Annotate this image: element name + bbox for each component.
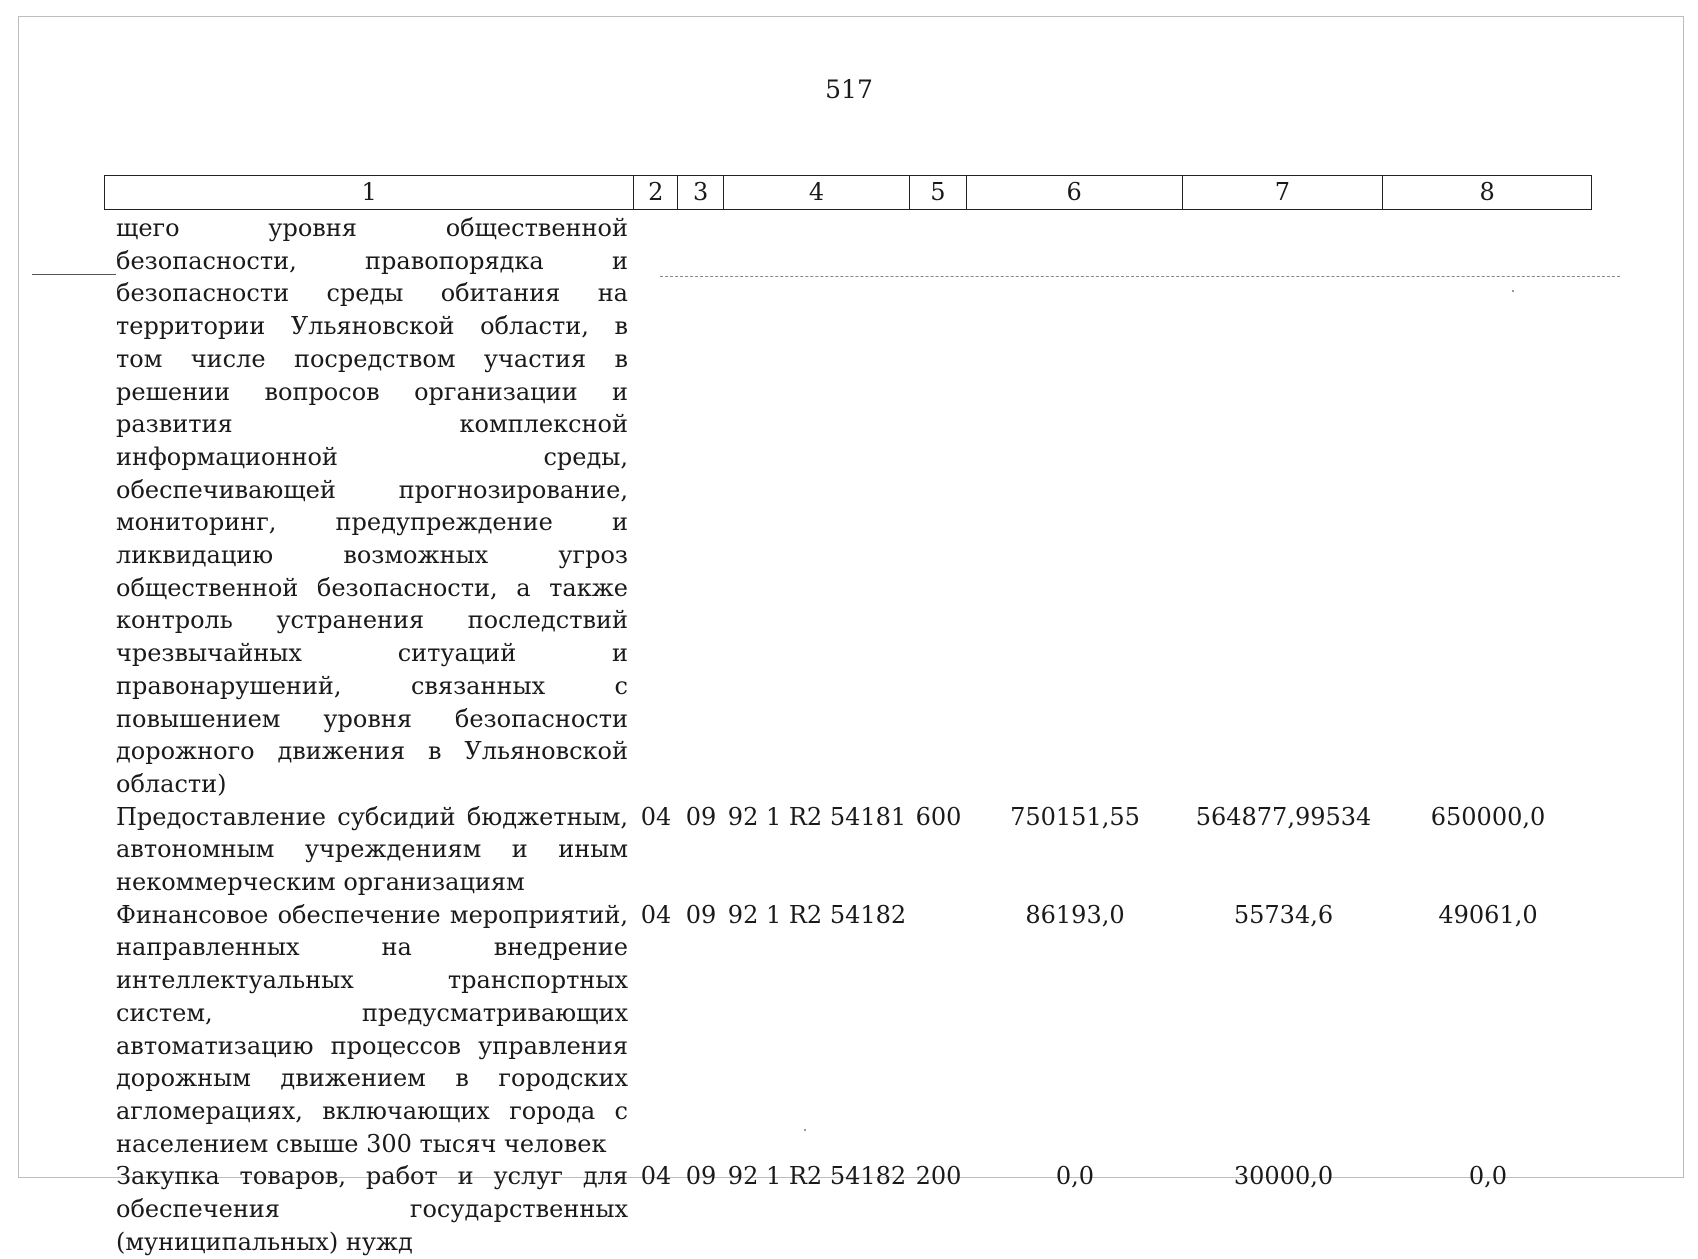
row-amount-7: 30000,0: [1233, 1162, 1334, 1191]
row-subsection: 09: [685, 1162, 717, 1191]
table-row: [104, 212, 1592, 801]
row-expense-type: 200: [915, 1162, 962, 1191]
row-amount-6: 86193,0: [1025, 900, 1125, 929]
row-target-article: 92 1 R2 54182: [727, 1162, 907, 1191]
header-col-1: 1: [105, 176, 634, 209]
header-col-5: 5: [910, 176, 967, 209]
row-amount-6: 750151,55: [1010, 802, 1140, 831]
table-header-row: [104, 175, 1592, 210]
row-amount-8: 49061,0: [1438, 900, 1538, 929]
row-amount-8: 650000,0: [1430, 802, 1546, 831]
table-row: [104, 899, 1592, 1161]
row-target-article: 92 1 R2 54182: [727, 900, 907, 929]
row-description: Финансовое обеспечение мероприятий, направленных на внедрение интеллектуальных транспортных систем, предусматривающих автоматизацию процессов управления дорожным движением в городских агломерациях, включающих города с населением свыше 300 тысяч человек: [116, 900, 628, 1158]
row-description: щего уровня общественной безопасности, правопорядка и безопасности среды обитания на территории Ульяновской области, в том числе посредством участия в решении вопросов организации и развития комплексной информационной среды, обеспечивающей прогнозирование, мониторинг, предупреждение и ликвидацию возможных угроз общественной безопасности, а также контроль устранения последствий чрезвычайных ситуаций и правонарушений, связанных с повышением уровня безопасности дорожного движения в Ульяновской области): [116, 214, 628, 798]
header-col-2: 2: [634, 176, 678, 209]
row-subsection: 09: [685, 900, 717, 929]
row-description: Предоставление субсидий бюджетным, автономным учреждениям и иным некоммерческим организациям: [116, 802, 628, 897]
row-section: 04: [640, 900, 672, 929]
header-col-4: 4: [724, 176, 910, 209]
row-amount-7: 564877,99534: [1195, 802, 1372, 831]
row-expense-type: 600: [915, 802, 962, 831]
table-row: [104, 801, 1592, 899]
row-amount-7: 55734,6: [1233, 900, 1334, 929]
header-col-6: 6: [967, 176, 1183, 209]
row-subsection: 09: [685, 802, 717, 831]
row-target-article: 92 1 R2 54181: [727, 802, 907, 831]
row-amount-6: 0,0: [1055, 1162, 1095, 1191]
row-section: 04: [640, 802, 672, 831]
row-section: 04: [640, 1162, 672, 1191]
header-col-8: 8: [1479, 178, 1495, 206]
page-number: 517: [825, 75, 873, 104]
table-body: [104, 212, 1592, 1259]
header-col-3: 3: [678, 176, 724, 209]
row-description: Закупка товаров, работ и услуг для обеспечения государственных (муниципальных) нужд: [116, 1162, 628, 1256]
table-row: [104, 1160, 1592, 1258]
row-amount-8: 0,0: [1468, 1162, 1508, 1191]
header-col-7: 7: [1183, 176, 1384, 209]
